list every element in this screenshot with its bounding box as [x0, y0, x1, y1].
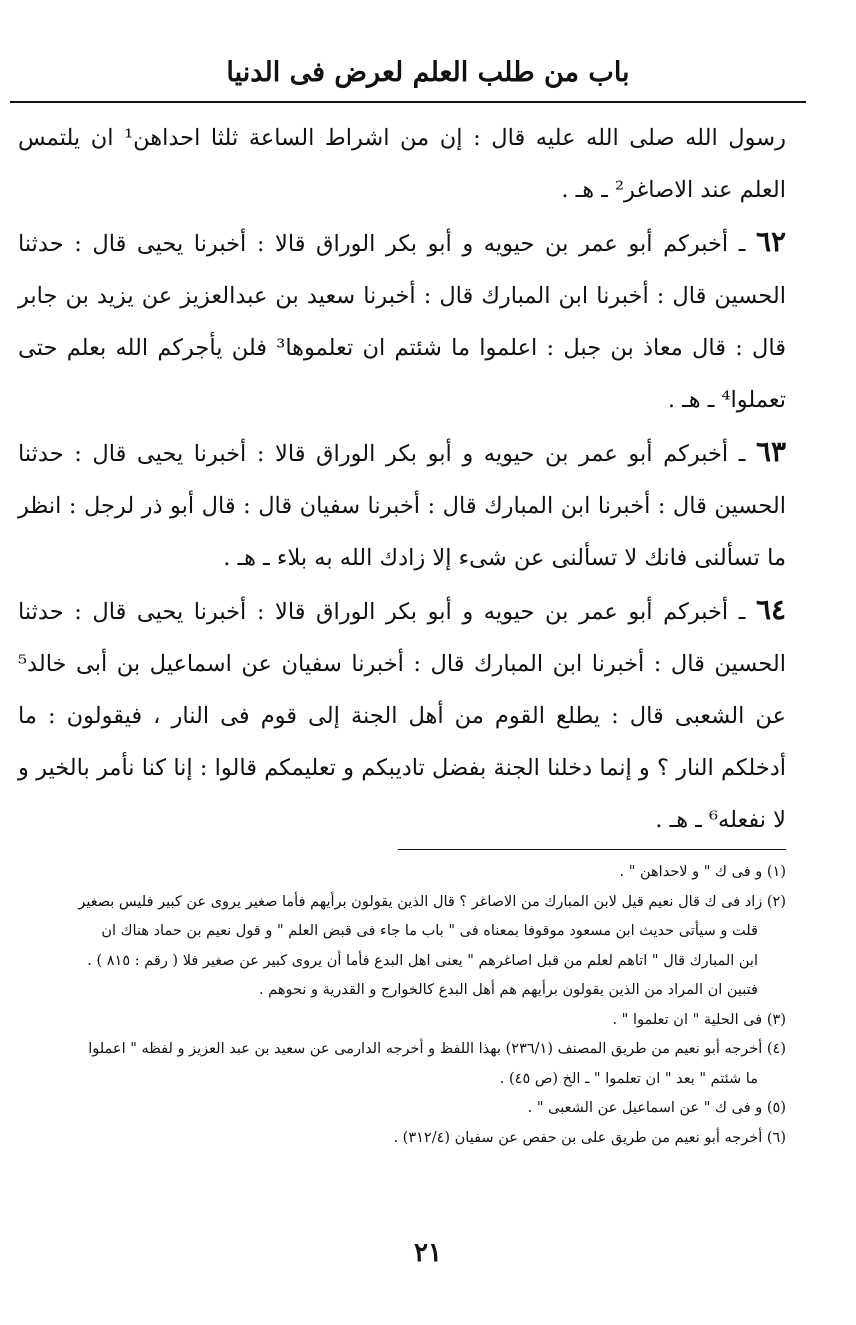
footnote-text: زاد فى ك قال نعيم قيل لابن المبارك من الاصاغر ؟ قال الذين يقولون برأيهم فأما صغير يروى عن كبير فليس بصغير: [78, 893, 763, 910]
entry-number: ٦٢: [755, 225, 787, 258]
footnote-5: [18, 1094, 786, 1124]
entry-text: ـ أخبركم أبو عمر بن حيويه و أبو بكر الوراق قالا : أخبرنا يحيى قال : حدثنا الحسين قال : أخبرنا ابن المبارك قال : أخبرنا سفيان قال : قال أبو ذر لرجل : انظر ما تسألنى فانك لا تسألنى عن شىء إلا زادك الله به بلاء ـ هـ .: [18, 441, 786, 571]
footnote-label: (٢): [766, 893, 786, 910]
footnote-label: (١): [766, 864, 786, 880]
entry-text: ـ أخبركم أبو عمر بن حيويه و أبو بكر الوراق قالا : أخبرنا يحيى قال : حدثنا الحسين قال : أخبرنا ابن المبارك قال : أخبرنا سفيان عن اسماعيل بن أبى خالد⁵ عن الشعبى قال : يطلع القوم من أهل الجنة إلى قوم فى النار ، فيقولون : ما أدخلكم النار ؟ و إنما دخلنا الجنة بفضل تاديبكم و تعليمكم قالوا : إنا كنا نأمر بالخير و لا نفعله⁶ ـ هـ .: [18, 599, 786, 833]
entry-63: [18, 426, 786, 584]
footnote-text: فى الحلية " ان تعلموا " .: [612, 1011, 763, 1028]
footnote-label: (٤): [766, 1041, 786, 1057]
page-number: ٢١: [414, 1238, 442, 1268]
footnote-text: أخرجه أبو نعيم من طريق المصنف (٢٣٦/١) بهذا اللفظ و أخرجه الدارمى عن سعيد بن عبد العزيز و لفظه " اعملوا: [88, 1041, 763, 1057]
entry-text: ـ أخبركم أبو عمر بن حيويه و أبو بكر الوراق قالا : أخبرنا يحيى قال : حدثنا الحسين قال : أخبرنا ابن المبارك قال : أخبرنا سعيد بن عبدالعزيز عن يزيد بن جابر قال : قال معاذ بن جبل : اعلموا ما شئتم ان تعلموها³ فلن يأجركم الله بعلم حتى تعملوا⁴ ـ هـ .: [18, 231, 786, 413]
footnote-4-line-2: ما شئتم " بعد " ان تعلموا " ـ الخ (ص ٤٥) .: [499, 1070, 758, 1087]
footnote-rule: [398, 849, 786, 850]
footnote-text: و فى ك " و لاحداهن " .: [619, 864, 763, 880]
footnotes: [18, 858, 786, 1153]
page-header: باب من طلب العلم لعرض فى الدنيا: [226, 57, 630, 88]
footnote-2-line-4: فتبين ان المراد من الذين يقولون برأيهم هم أهل البدع كالخوارج و القدرية و نحوهم .: [258, 982, 758, 998]
footnote-label: (٣): [766, 1011, 786, 1028]
footnote-3: [18, 1006, 786, 1036]
footnote-label: (٦): [766, 1129, 786, 1146]
footnote-text: و فى ك " عن اسماعيل عن الشعبى " .: [527, 1100, 763, 1116]
entry-number: ٦٤: [755, 593, 787, 626]
header-rule: [10, 101, 806, 103]
entry-62: [18, 216, 786, 426]
footnote-text: أخرجه أبو نعيم من طريق على بن حفص عن سفيان (٣١٢/٤) .: [393, 1129, 763, 1146]
footnote-4: [18, 1035, 786, 1065]
footnote-1: [18, 858, 786, 888]
entry-number: ٦٣: [755, 435, 787, 468]
entry-64: [18, 584, 786, 846]
footnote-label: (٥): [766, 1100, 786, 1116]
main-text: [18, 112, 786, 846]
opening-paragraph: رسول الله صلى الله عليه قال : إن من اشراط الساعة ثلثا احداهن¹ ان يلتمس العلم عند الاصاغر² ـ هـ .: [18, 125, 786, 203]
footnote-2-line-2: قلت و سيأتى حديث ابن مسعود موقوفا بمعناه فى " باب ما جاء فى قبض العلم " و قول نعيم بن حماد هناك ان: [101, 923, 758, 939]
footnote-2: [18, 888, 786, 918]
footnote-2-line-3: ابن المبارك قال " اتاهم لعلم من قبل اصاغرهم " يعنى اهل البدع فأما أن يروى كبير عن صغير فلا ( رقم : ٨١٥ ) .: [87, 952, 758, 969]
footnote-6: [18, 1124, 786, 1154]
